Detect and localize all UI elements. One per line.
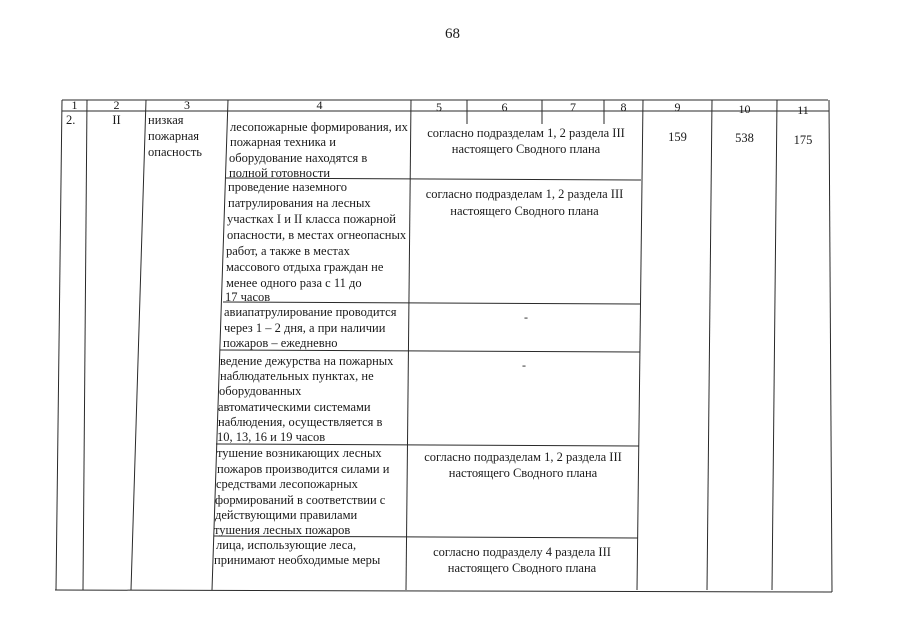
measure-2-line-1: проведение наземного	[228, 180, 348, 194]
measure-4-line-5: наблюдения, осуществляется в	[218, 415, 383, 429]
col9-value: 159	[668, 130, 687, 144]
measure-2-line-6: массового отдыха граждан не	[226, 260, 384, 274]
measure-5-line-6: тушения лесных пожаров	[214, 523, 351, 537]
measure-1-value-1: согласно подразделам 1, 2 раздела III	[427, 126, 625, 140]
measure-3-line-3: пожаров – ежедневно	[223, 336, 338, 350]
measure-4-value: -	[522, 358, 526, 372]
measure-4-line-6: 10, 13, 16 и 19 часов	[217, 430, 326, 444]
header-col-1: 1	[71, 98, 78, 112]
measure-2-line-7: менее одного раза с 11 до	[226, 276, 362, 290]
measure-5-value-1: согласно подразделам 1, 2 раздела III	[424, 450, 622, 464]
measure-2-line-2: патрулирования на лесных	[228, 196, 371, 210]
fire-class: II	[112, 113, 121, 127]
header-col-2: 2	[113, 98, 120, 112]
measure-3-line-2: через 1 – 2 дня, а при наличии	[224, 321, 386, 335]
measure-2-line-5: работ, а также в местах	[226, 244, 350, 258]
measure-6-line-2: принимают необходимые меры	[214, 553, 381, 567]
danger-line-3: опасность	[148, 145, 202, 159]
measure-3-value: -	[524, 310, 528, 324]
measure-6-value-2: настоящего Сводного плана	[447, 561, 597, 575]
measure-4-line-4: автоматическими системами	[218, 400, 371, 414]
row-number: 2.	[66, 113, 76, 127]
danger-line-2: пожарная	[148, 129, 200, 143]
measure-1-value-2: настоящего Сводного плана	[451, 142, 601, 156]
measure-2-value-1: согласно подразделам 1, 2 раздела III	[425, 187, 624, 201]
page-number: 68	[445, 26, 460, 42]
col11-value: 175	[793, 133, 813, 147]
measure-6-value-1: согласно подразделу 4 раздела III	[433, 545, 611, 559]
measure-5-line-2: пожаров производится силами и	[217, 462, 390, 476]
measure-1-line-2: пожарная техника и	[230, 135, 336, 149]
measure-4-line-2: наблюдательных пунктах, не	[220, 369, 374, 383]
measure-2-line-4: опасности, в местах огнеопасных	[227, 228, 407, 242]
measure-5-line-3: средствами лесопожарных	[216, 477, 358, 491]
measure-5-value-2: настоящего Сводного плана	[448, 466, 598, 480]
measure-3-line-1: авиапатрулирование проводится	[224, 305, 397, 319]
header-col-3: 3	[184, 98, 190, 112]
measure-4-line-3: оборудованных	[219, 384, 302, 398]
header-col-9: 9	[674, 100, 681, 114]
header-col-8: 8	[620, 100, 627, 114]
measure-4-line-1: ведение дежурства на пожарных	[220, 354, 394, 368]
measure-1-line-4: полной готовности	[229, 166, 331, 180]
measure-5-line-5: действующими правилами	[215, 508, 358, 522]
measure-1-line-1: лесопожарные формирования, их	[230, 120, 408, 134]
measure-2-line-8: 17 часов	[225, 290, 271, 304]
header-col-11: 11	[797, 103, 809, 117]
measure-1-line-3: оборудование находятся в	[229, 151, 368, 165]
header-col-5: 5	[436, 100, 442, 114]
danger-line-1: низкая	[148, 113, 184, 127]
header-col-10: 10	[738, 102, 751, 116]
header-col-6: 6	[501, 100, 508, 114]
header-col-7: 7	[570, 100, 576, 114]
col10-value: 538	[735, 131, 754, 145]
header-col-4: 4	[316, 98, 323, 112]
measure-2-line-3: участках I и II класса пожарной	[227, 212, 396, 226]
measure-5-line-1: тушение возникающих лесных	[217, 446, 382, 460]
measure-5-line-4: формирований в соответствии с	[215, 493, 386, 507]
measure-2-value-2: настоящего Сводного плана	[450, 204, 599, 218]
measure-6-line-1: лица, использующие леса,	[216, 538, 357, 552]
